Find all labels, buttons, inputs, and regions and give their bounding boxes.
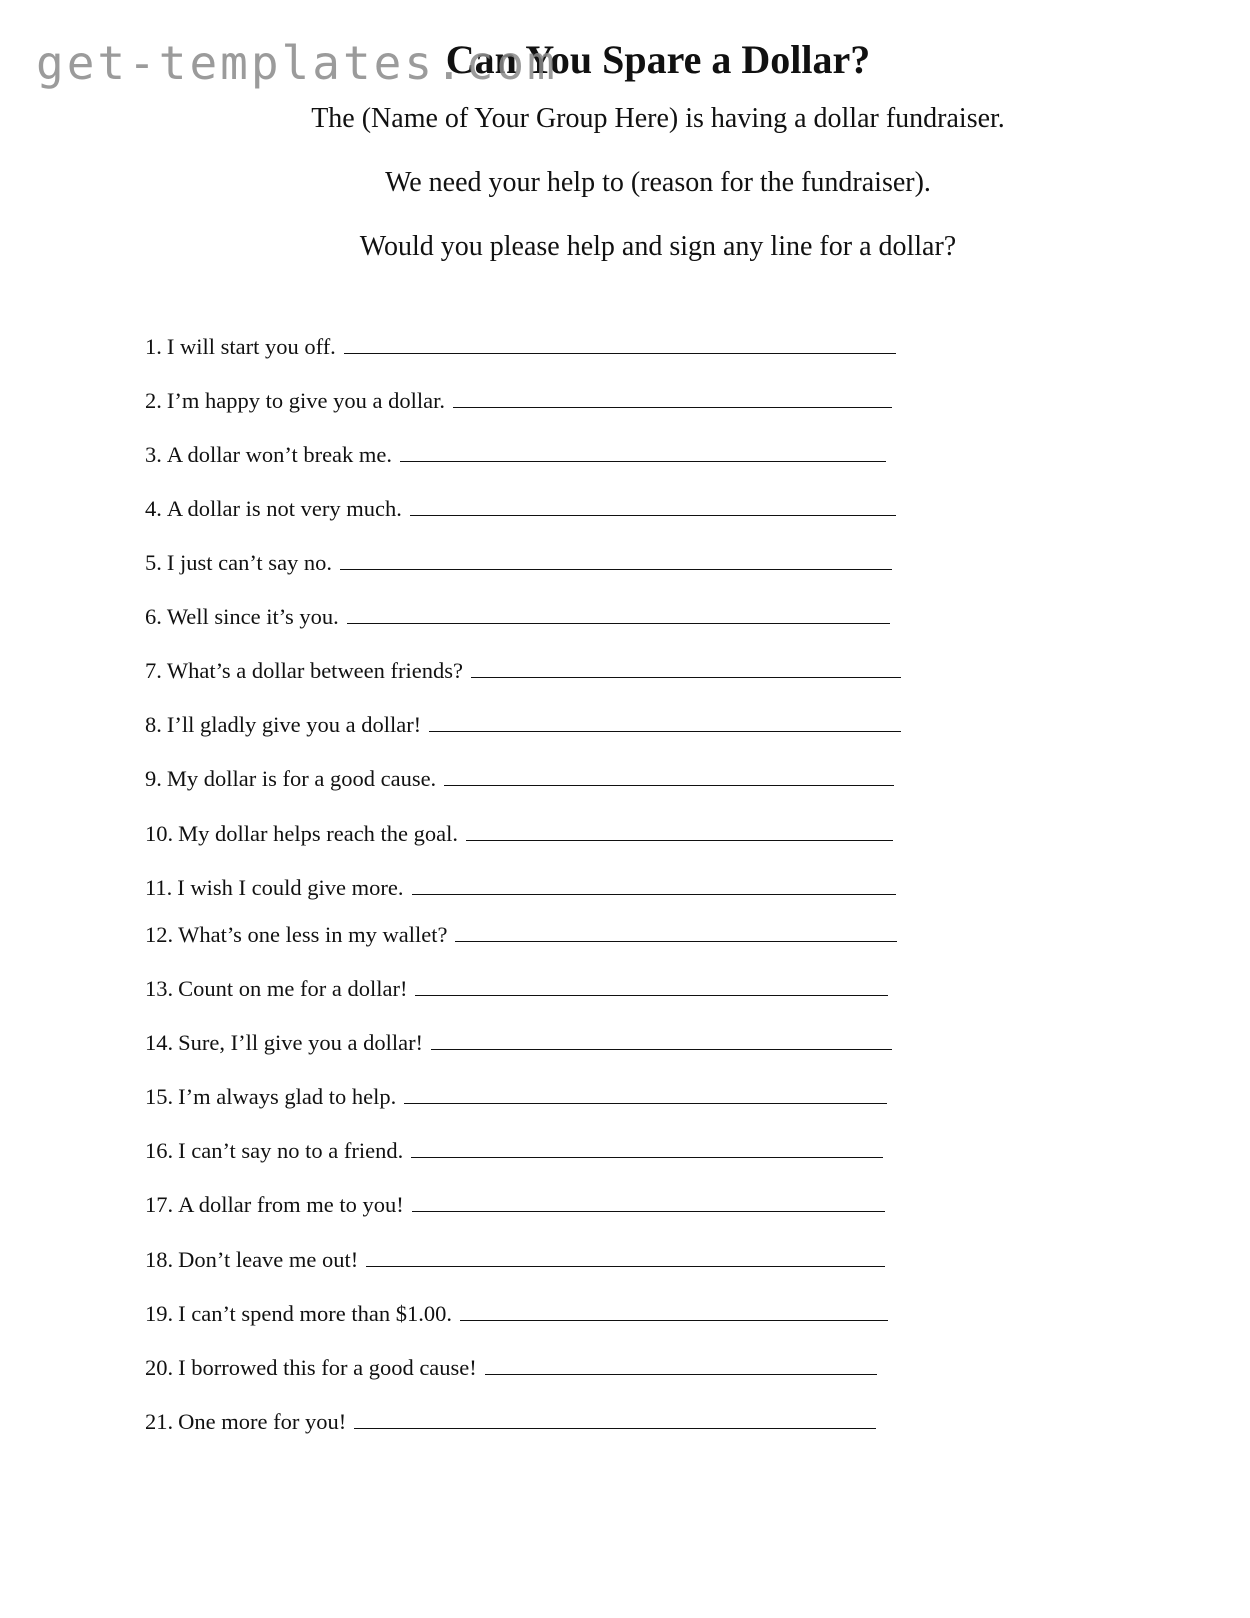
pledge-text: Sure, I’ll give you a dollar! — [178, 1030, 424, 1055]
pledge-text: A dollar is not very much. — [166, 496, 402, 521]
pledge-text: My dollar helps reach the goal. — [178, 821, 459, 846]
pledge-text: What’s one less in my wallet? — [178, 922, 448, 947]
pledge-text: Count on me for a dollar! — [178, 976, 408, 1001]
pledge-row — [145, 1191, 885, 1223]
signature-line[interactable] — [344, 333, 896, 354]
pledge-number: 5. — [145, 550, 162, 575]
pledge-row — [145, 874, 896, 906]
pledge-number: 12. — [145, 922, 174, 947]
pledge-text: Don’t leave me out! — [178, 1247, 359, 1272]
pledge-number: 13. — [145, 976, 174, 1001]
signature-line[interactable] — [453, 387, 892, 408]
pledge-number: 10. — [145, 821, 174, 846]
pledge-row — [145, 1300, 888, 1332]
signature-line[interactable] — [411, 1137, 883, 1158]
pledge-row — [145, 921, 897, 953]
signature-line[interactable] — [444, 765, 894, 786]
pledge-row — [145, 1137, 883, 1169]
pledge-text: I can’t say no to a friend. — [178, 1138, 404, 1163]
signature-line[interactable] — [455, 921, 897, 942]
pledge-text: Well since it’s you. — [166, 604, 339, 629]
signature-line[interactable] — [366, 1246, 885, 1267]
signature-line[interactable] — [410, 495, 896, 516]
intro-line-reason: We need your help to (reason for the fundraiser). — [385, 167, 931, 198]
watermark: get-templates.com — [36, 36, 558, 90]
pledge-row — [145, 549, 892, 581]
pledge-number: 15. — [145, 1084, 174, 1109]
pledge-row — [145, 1354, 877, 1386]
signature-line[interactable] — [347, 603, 890, 624]
pledge-text: I’m happy to give you a dollar. — [166, 388, 445, 413]
pledge-text: I can’t spend more than $1.00. — [178, 1301, 453, 1326]
page-title: Can You Spare a Dollar? — [445, 37, 871, 82]
pledge-row — [145, 387, 892, 419]
pledge-text: I’ll gladly give you a dollar! — [166, 712, 422, 737]
pledge-number: 8. — [145, 712, 162, 737]
pledge-row — [145, 1408, 876, 1440]
pledge-number: 11. — [145, 875, 173, 900]
pledge-row — [145, 765, 894, 797]
signature-line[interactable] — [354, 1408, 876, 1429]
pledge-text: I borrowed this for a good cause! — [178, 1355, 477, 1380]
pledge-text: I will start you off. — [166, 334, 336, 359]
pledge-row — [145, 1083, 887, 1115]
pledge-number: 4. — [145, 496, 162, 521]
pledge-row — [145, 1246, 885, 1278]
pledge-number: 18. — [145, 1247, 174, 1272]
pledge-row — [145, 657, 901, 689]
pledge-text: I just can’t say no. — [166, 550, 333, 575]
pledge-row — [145, 333, 896, 365]
pledge-text: A dollar from me to you! — [178, 1192, 404, 1217]
pledge-number: 7. — [145, 658, 162, 683]
signature-line[interactable] — [429, 711, 901, 732]
pledge-row — [145, 820, 893, 852]
pledge-number: 6. — [145, 604, 162, 629]
pledge-number: 1. — [145, 334, 162, 359]
signature-line[interactable] — [340, 549, 892, 570]
pledge-row — [145, 603, 890, 635]
signature-line[interactable] — [404, 1083, 887, 1104]
pledge-number: 21. — [145, 1409, 174, 1434]
pledge-number: 2. — [145, 388, 162, 413]
pledge-row — [145, 711, 901, 743]
pledge-number: 20. — [145, 1355, 174, 1380]
pledge-row — [145, 495, 896, 527]
signature-line[interactable] — [412, 874, 896, 895]
signature-line[interactable] — [485, 1354, 877, 1375]
pledge-row — [145, 441, 886, 473]
pledge-row — [145, 975, 888, 1007]
pledge-text: I wish I could give more. — [177, 875, 404, 900]
signature-line[interactable] — [412, 1191, 885, 1212]
pledge-row — [145, 1029, 892, 1061]
signature-line[interactable] — [400, 441, 886, 462]
pledge-text: My dollar is for a good cause. — [166, 766, 437, 791]
signature-line[interactable] — [466, 820, 893, 841]
signature-line[interactable] — [431, 1029, 892, 1050]
signature-line[interactable] — [471, 657, 901, 678]
intro-line-request: Would you please help and sign any line for a dollar? — [359, 231, 957, 262]
pledge-text: A dollar won’t break me. — [166, 442, 393, 467]
pledge-number: 16. — [145, 1138, 174, 1163]
intro-line-group: The (Name of Your Group Here) is having a dollar fundraiser. — [311, 103, 1005, 134]
pledge-text: One more for you! — [178, 1409, 347, 1434]
pledge-number: 9. — [145, 766, 162, 791]
pledge-number: 14. — [145, 1030, 174, 1055]
signature-line[interactable] — [415, 975, 888, 996]
pledge-text: What’s a dollar between friends? — [166, 658, 464, 683]
pledge-number: 3. — [145, 442, 162, 467]
pledge-number: 17. — [145, 1192, 174, 1217]
signature-line[interactable] — [460, 1300, 888, 1321]
pledge-text: I’m always glad to help. — [178, 1084, 397, 1109]
pledge-number: 19. — [145, 1301, 174, 1326]
